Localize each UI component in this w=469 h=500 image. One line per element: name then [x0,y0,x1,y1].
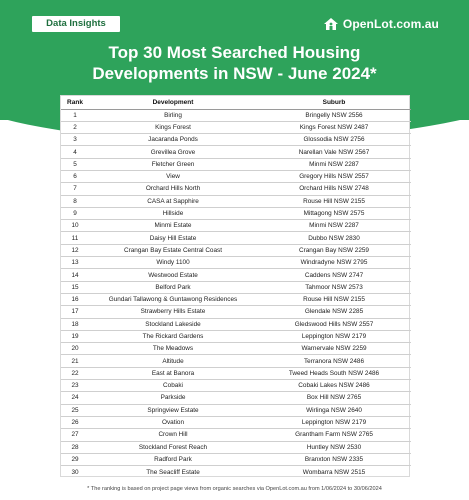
table-row [61,318,411,330]
title-line-2: Developments in NSW - June 2024* [92,64,377,83]
rank-cell: 2 [61,121,89,133]
suburb-cell: Cobaki Lakes NSW 2486 [257,380,411,392]
suburb-cell: Bringelly NSW 2556 [257,109,411,121]
rank-cell: 12 [61,244,89,256]
table-row [61,170,411,182]
page-title [0,42,469,84]
rank-cell: 30 [71,468,79,476]
table-row [61,404,411,416]
table-row [61,244,411,256]
suburb-cell: Warnervale NSW 2259 [257,343,411,355]
development-cell: The Seacliff Estate [146,468,200,476]
table-row [61,343,411,355]
table-row [61,355,411,367]
development-cell: Jacaranda Ponds [89,134,257,146]
rankings-table-card [60,95,410,477]
rank-cell: 9 [61,207,89,219]
development-cell: East at Banora [89,367,257,379]
suburb-cell: Rouse Hill NSW 2155 [257,195,411,207]
suburb-cell: Wombarra NSW 2515 [302,468,366,476]
table-row [61,207,411,219]
rank-cell: 6 [61,170,89,182]
table-row [61,367,411,379]
rank-cell: 14 [61,269,89,281]
rank-cell: 25 [61,404,89,416]
table-row [61,269,411,281]
development-cell: Grevillea Grove [89,146,257,158]
suburb-cell: Crangan Bay NSW 2259 [257,244,411,256]
rank-cell: 20 [61,343,89,355]
table-row [61,429,411,441]
table-row [61,220,411,232]
development-cell: Stockland Lakeside [89,318,257,330]
rank-cell: 1 [61,109,89,121]
rank-cell: 17 [61,306,89,318]
table-row [61,466,411,478]
rank-cell: 11 [61,232,89,244]
suburb-cell: Caddens NSW 2747 [257,269,411,281]
footnote: * The ranking is based on project page views from organic searches via OpenLot.com.au from 1/06/2024 to 30/06/2024 [87,486,382,492]
suburb-cell: Tweed Heads South NSW 2486 [257,367,411,379]
development-cell: Springview Estate [89,404,257,416]
suburb-cell: Terranora NSW 2486 [257,355,411,367]
suburb-cell: Tahmoor NSW 2573 [257,281,411,293]
openlot-logo[interactable] [323,14,439,34]
table-row [61,121,411,133]
rank-cell: 15 [61,281,89,293]
table-row [61,380,411,392]
development-cell: Belford Park [89,281,257,293]
column-header-rank: Rank [61,96,89,109]
development-cell: Orchard Hills North [89,183,257,195]
rank-cell: 7 [61,183,89,195]
table-row [61,293,411,305]
rank-cell: 19 [61,330,89,342]
rank-cell: 23 [61,380,89,392]
table-row [61,281,411,293]
rank-cell: 10 [61,220,89,232]
logo-text: OpenLot.com.au [342,17,439,31]
rank-cell: 4 [61,146,89,158]
development-cell: The Rickard Gardens [89,330,257,342]
rankings-table [61,96,411,478]
suburb-cell: Glendale NSW 2285 [257,306,411,318]
development-cell: Daisy Hill Estate [89,232,257,244]
rank-cell: 5 [61,158,89,170]
suburb-cell: Leppington NSW 2179 [257,416,411,428]
suburb-cell: Windradyne NSW 2795 [257,257,411,269]
suburb-cell: Gledswood Hills NSW 2557 [257,318,411,330]
suburb-cell: Narellan Vale NSW 2567 [257,146,411,158]
rank-cell: 28 [61,441,89,453]
suburb-cell: Leppington NSW 2179 [257,330,411,342]
table-header-row [61,96,411,109]
rank-cell: 8 [61,195,89,207]
rank-cell: 27 [61,429,89,441]
development-cell: Parkside [89,392,257,404]
data-insights-badge: Data Insights [32,16,120,32]
title-line-1: Top 30 Most Searched Housing [108,43,361,62]
suburb-cell: Minmi NSW 2287 [257,158,411,170]
house-pin-icon [323,17,339,31]
table-body [61,109,411,478]
table-row [61,257,411,269]
rank-cell: 16 [61,293,89,305]
development-cell: Strawberry Hills Estate [89,306,257,318]
table-row [61,195,411,207]
table-row [61,441,411,453]
suburb-cell: Dubbo NSW 2830 [257,232,411,244]
development-cell: Gundari Tallawong & Guntawong Residences [89,293,257,305]
development-cell: Radford Park [89,453,257,465]
table-row [61,392,411,404]
suburb-cell: Glossodia NSW 2756 [257,134,411,146]
development-cell: CASA at Sapphire [89,195,257,207]
suburb-cell: Wirlinga NSW 2640 [257,404,411,416]
development-cell: Windy 1100 [89,257,257,269]
table-row [61,330,411,342]
rank-cell: 22 [61,367,89,379]
suburb-cell: Kings Forest NSW 2487 [257,121,411,133]
suburb-cell: Minmi NSW 2287 [257,220,411,232]
rank-cell: 3 [61,134,89,146]
table-row [61,306,411,318]
development-cell: View [89,170,257,182]
table-row [61,146,411,158]
table-row [61,232,411,244]
suburb-cell: Huntley NSW 2530 [257,441,411,453]
table-row [61,183,411,195]
development-cell: Birling [89,109,257,121]
development-cell: Ovation [89,416,257,428]
development-cell: Stockland Forest Reach [89,441,257,453]
rank-cell: 24 [61,392,89,404]
development-cell: Westwood Estate [89,269,257,281]
table-row [61,158,411,170]
rank-cell: 13 [61,257,89,269]
rank-cell: 18 [61,318,89,330]
rank-cell: 21 [61,355,89,367]
table-row [61,109,411,121]
table-row [61,453,411,465]
development-cell: Cobaki [89,380,257,392]
suburb-cell: Box Hill NSW 2765 [257,392,411,404]
development-cell: Kings Forest [89,121,257,133]
table-row [61,134,411,146]
suburb-cell: Mittagong NSW 2575 [257,207,411,219]
suburb-cell: Rouse Hill NSW 2155 [257,293,411,305]
development-cell: Fletcher Green [89,158,257,170]
column-header-development: Development [89,96,257,109]
rank-cell: 26 [61,416,89,428]
development-cell: Minmi Estate [89,220,257,232]
development-cell: Altitude [89,355,257,367]
development-cell: The Meadows [89,343,257,355]
column-header-suburb: Suburb [257,96,411,109]
suburb-cell: Gregory Hills NSW 2557 [257,170,411,182]
table-row [61,416,411,428]
rank-cell: 29 [61,453,89,465]
development-cell: Crown Hill [89,429,257,441]
development-cell: Hillside [89,207,257,219]
suburb-cell: Grantham Farm NSW 2765 [257,429,411,441]
suburb-cell: Orchard Hills NSW 2748 [257,183,411,195]
development-cell: Crangan Bay Estate Central Coast [89,244,257,256]
suburb-cell: Branxton NSW 2335 [257,453,411,465]
